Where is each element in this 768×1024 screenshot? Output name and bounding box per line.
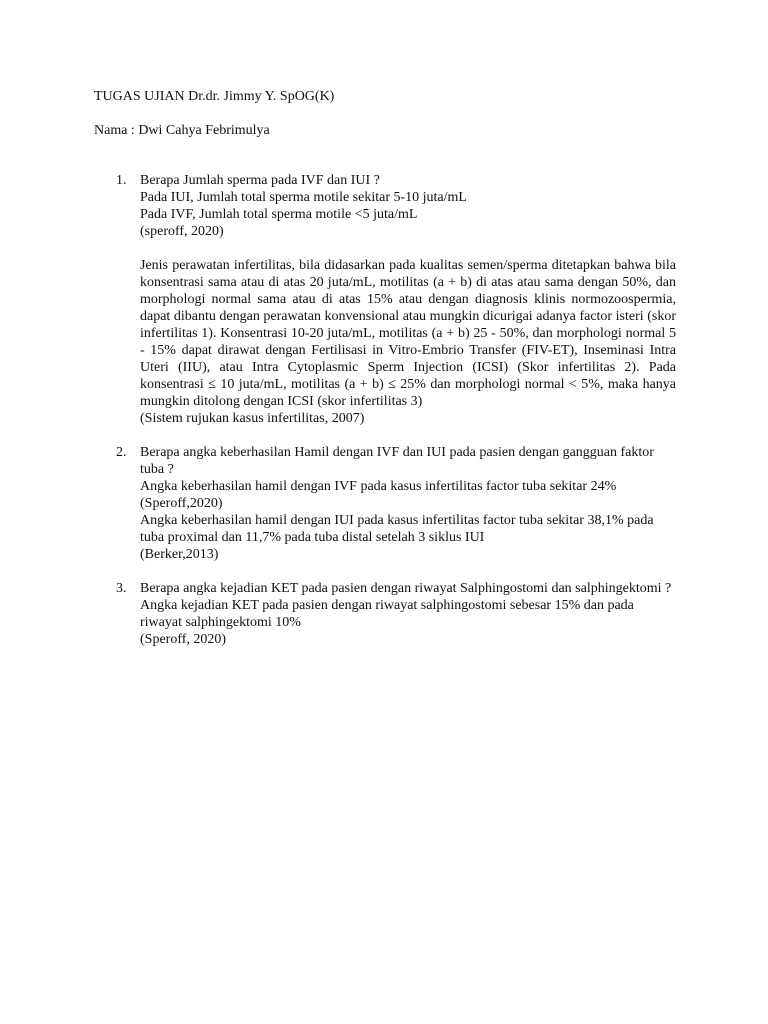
question-list (94, 172, 676, 648)
citation: (Sistem rujukan kasus infertilitas, 2007) (140, 411, 365, 426)
citation: (Speroff, 2020) (140, 632, 227, 647)
answer-line: Pada IUI, Jumlah total sperma motile sekitar 5-10 juta/mL (140, 190, 467, 205)
question-number: 2. (116, 445, 127, 460)
question-number: 1. (116, 173, 127, 188)
question-text: Berapa Jumlah sperma pada IVF dan IUI ? (140, 173, 380, 188)
answer-line: Angka kejadian KET pada pasien dengan riwayat salphingostomi sebesar 15% dan pada riwayat salphingektomi 10% (140, 598, 634, 630)
question-number: 3. (116, 581, 127, 596)
question-text: Berapa angka keberhasilan Hamil dengan IVF dan IUI pada pasien dengan gangguan faktor tuba ? (140, 445, 654, 477)
question-text: Berapa angka kejadian KET pada pasien dengan riwayat Salphingostomi dan salphingektomi ? (140, 581, 672, 596)
question-item-1 (94, 172, 676, 427)
citation: (speroff, 2020) (140, 224, 224, 239)
citation: (Berker,2013) (140, 547, 219, 562)
question-item-3 (94, 580, 676, 648)
answer-line: Pada IVF, Jumlah total sperma motile <5 juta/mL (140, 207, 418, 222)
answer-line: Angka keberhasilan hamil dengan IUI pada kasus infertilitas factor tuba sekitar 38,1% pada tuba proximal dan 11,7% pada tuba distal setelah 3 siklus IUI (140, 513, 654, 545)
citation: (Speroff,2020) (140, 496, 223, 511)
explanation-paragraph: Jenis perawatan infertilitas, bila didasarkan pada kualitas semen/sperma ditetapkan bahwa bila konsentrasi sama atau di atas 20 juta/mL, motilitas (a + b) di atas atau sama dengan 50%, dan morphologi normal sama atau di atas 15% atau dengan diagnosis klinis normozoospermia, dapat dibantu dengan perawatan konvensional atau mungkin dicurigai adanya factor isteri (skor infertilitas 1). Konsentrasi 10-20 juta/mL, motilitas (a + b) 25 - 50%, dan morphologi normal 5 - 15% dapat dirawat dengan Fertilisasi in Vitro-Embrio Transfer (FIV-ET), Inseminasi Intra Uteri (IIU), atau Intra Cytoplasmic Sperm Injection (ICSI) (Skor infertilitas 2). Pada konsentrasi ≤ 10 juta/mL, motilitas (a + b) ≤ 25% dan morphologi normal < 5%, maka hanya mungkin ditolong dengan ICSI (skor infertilitas 3) (140, 258, 676, 409)
student-name: Nama : Dwi Cahya Febrimulya (94, 123, 270, 138)
answer-line: Angka keberhasilan hamil dengan IVF pada kasus infertilitas factor tuba sekitar 24% (140, 479, 617, 494)
document-title: TUGAS UJIAN Dr.dr. Jimmy Y. SpOG(K) (94, 89, 335, 104)
question-item-2 (94, 444, 676, 563)
spacer (140, 240, 676, 257)
